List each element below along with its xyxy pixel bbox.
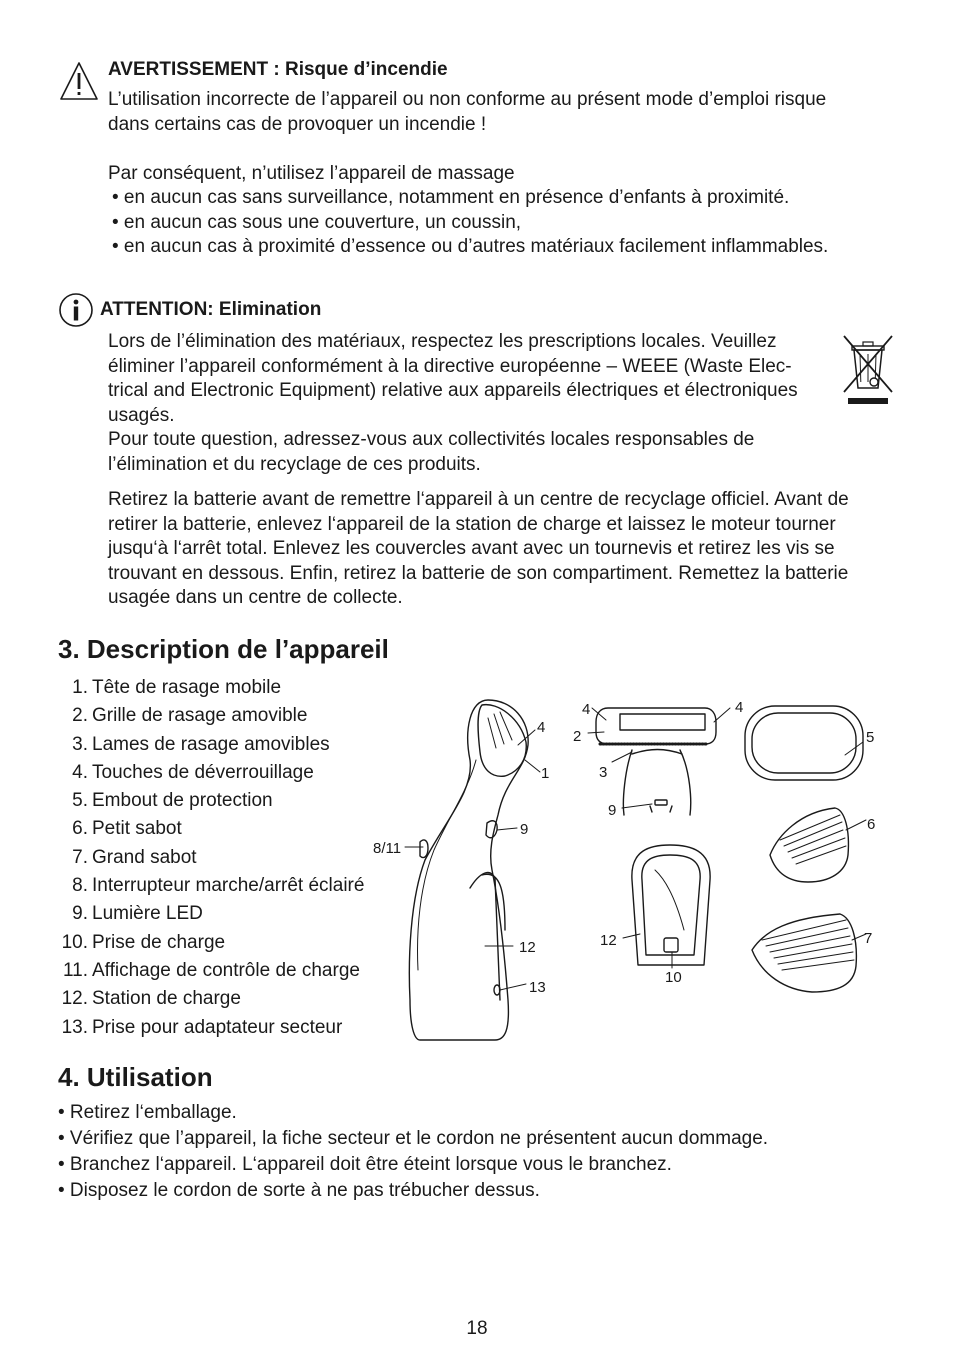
- shaver-side-view: [409, 700, 528, 1040]
- callout-label: 2: [573, 728, 582, 745]
- list-item: 3. Lames de rasage amovibles: [72, 733, 330, 755]
- weee-crossed-bin-icon: [838, 332, 898, 406]
- protective-cap: [745, 706, 863, 780]
- list-item: 4. Touches de déverrouillage: [72, 761, 314, 783]
- list-item: • Disposez le cordon de sorte à ne pas trébucher dessus.: [58, 1180, 540, 1201]
- list-item: • en aucun cas sous une couverture, un coussin,: [112, 211, 522, 233]
- usage-bullet-list: [58, 1100, 768, 1204]
- warning-title: AVERTISSEMENT : Risque d’incendie: [108, 59, 448, 80]
- list-item: 9. Lumière LED: [72, 903, 203, 925]
- callout-label: 12: [600, 932, 617, 949]
- callout-label: 4: [582, 701, 591, 718]
- attention-paragraph-2: Retirez la batterie avant de remettre l‘appareil à un centre de recyclage officiel. Avant de retirer la batterie, enlevez l‘appareil de la station de charge et laissez le moteur tourner jusqu‘à l‘arrêt total. Enlevez les couvercles avant avec un tournevis et retirez les vis se trouvant en dessous. Enfin, retirez la batterie de son compartiment. Remettez la batterie usagée dans un centre de collecte.: [108, 489, 849, 608]
- charging-station-front: [623, 845, 710, 968]
- parts-list: [58, 674, 364, 1042]
- attention-paragraph-1: Lors de l’élimination des matériaux, respectez les prescriptions locales. Veuillez éliminer l’appareil conformément à la directive européenne – WEEE (Waste Elec- trical and Electronic Equipment) relative aux appareils électriques et électroniques usagés. Pour toute question, adressez-vous aux collectivités locales responsables de l’élimination et du recyclage de ces produits.: [108, 331, 798, 475]
- callout-label: 10: [665, 969, 682, 986]
- list-item: 2. Grille de rasage amovible: [72, 705, 308, 727]
- warning-intro: Par conséquent, n’utilisez l’appareil de massage: [108, 163, 515, 184]
- callout-label: 1: [541, 765, 550, 782]
- list-item: 11. Affichage de contrôle de charge: [62, 959, 360, 981]
- list-item: 10. Prise de charge: [61, 931, 226, 953]
- list-item: 6. Petit sabot: [72, 818, 182, 840]
- callout-label: 5: [866, 729, 875, 746]
- section-3-title: 3. Description de l’appareil: [58, 634, 389, 664]
- warning-triangle-icon: [58, 60, 100, 102]
- list-item: • en aucun cas sans surveillance, notamment en présence d’enfants à proximité.: [112, 187, 790, 208]
- callout-label: 13: [529, 979, 546, 996]
- section-4-title: 4. Utilisation: [58, 1062, 213, 1092]
- list-item: 5. Embout de protection: [72, 790, 273, 812]
- list-item: 1. Tête de rasage mobile: [72, 677, 282, 698]
- list-item: • en aucun cas à proximité d’essence ou d’autres matériaux facilement inflammables.: [112, 236, 829, 257]
- list-item: • Vérifiez que l’appareil, la fiche secteur et le cordon ne présentent aucun dommage.: [58, 1128, 769, 1149]
- warning-bullet-list: [112, 186, 828, 260]
- list-item: 7. Grand sabot: [72, 846, 197, 868]
- callout-label: 8/11: [373, 840, 402, 857]
- list-item: • Branchez l‘appareil. L‘appareil doit être éteint lorsque vous le branchez.: [58, 1154, 672, 1175]
- large-comb: [752, 914, 866, 992]
- list-item: • Retirez l‘emballage.: [58, 1102, 237, 1123]
- callout-label: 4: [735, 699, 744, 716]
- callout-label: 4: [537, 719, 546, 736]
- list-item: 8. Interrupteur marche/arrêt éclairé: [72, 875, 365, 897]
- info-circle-icon: [58, 292, 94, 328]
- callout-label: 7: [864, 930, 873, 947]
- attention-title: ATTENTION: Elimination: [100, 299, 322, 320]
- leader-lines-head: [588, 708, 730, 808]
- callout-label: 9: [608, 802, 617, 819]
- list-item: 12. Station de charge: [61, 988, 241, 1010]
- callout-label: 9: [520, 821, 529, 838]
- warning-text: L’utilisation incorrecte de l’appareil ou non conforme au présent mode d’emploi risque dans certains cas de provoquer un incendie !: [108, 89, 827, 135]
- list-item: 13. Prise pour adaptateur secteur: [61, 1016, 343, 1038]
- callout-label: 3: [599, 764, 608, 781]
- callout-label: 6: [867, 816, 876, 833]
- small-comb: [770, 808, 866, 882]
- device-illustration: [370, 690, 890, 1050]
- page-number: 18: [466, 1318, 488, 1339]
- callout-label: 12: [519, 939, 536, 956]
